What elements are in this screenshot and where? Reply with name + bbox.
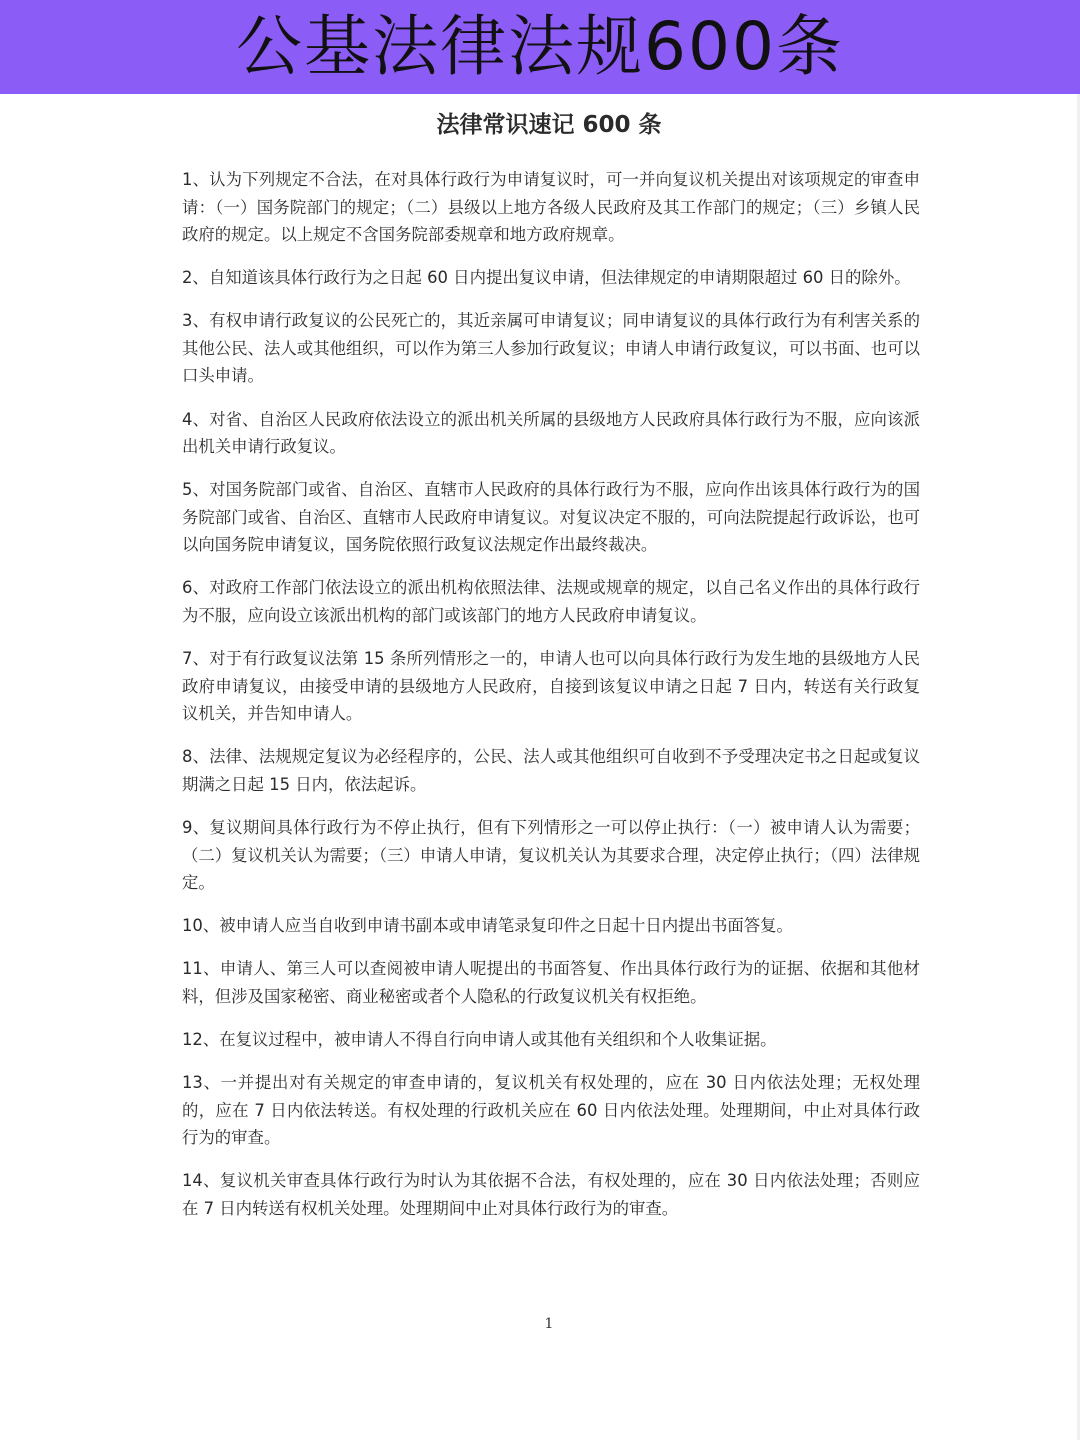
law-item-14: 14、复议机关审查具体行政行为时认为其依据不合法，有权处理的，应在 30 日内依法处理；否则应在 7 日内转送有权机关处理。处理期间中止对具体行政行为的审查。 [182, 1171, 920, 1218]
law-item-8: 8、法律、法规规定复议为必经程序的，公民、法人或其他组织可自收到不予受理决定书之日起或复议期满之日起 15 日内，依法起诉。 [182, 747, 920, 794]
law-item-9: 9、复议期间具体行政行为不停止执行，但有下列情形之一可以停止执行：（一）被申请人认为需要；（二）复议机关认为需要；（三）申请人申请，复议机关认为其要求合理，决定停止执行；（四）法律规定。 [182, 818, 920, 892]
header-banner [0, 0, 1080, 94]
law-item-10: 10、被申请人应当自收到申请书副本或申请笔录复印件之日起十日内提出书面答复。 [182, 916, 793, 936]
law-item-7: 7、对于有行政复议法第 15 条所列情形之一的，申请人也可以向具体行政行为发生地的县级地方人民政府申请复议，由接受申请的县级地方人民政府，自接到该复议申请之日起 7 日内，转送有关行政复议机关，并告知申请人。 [182, 649, 920, 724]
law-item-6: 6、对政府工作部门依法设立的派出机构依照法律、法规或规章的规定，以自己名义作出的具体行政行为不服，应向设立该派出机构的部门或该部门的地方人民政府申请复议。 [182, 578, 920, 625]
law-item-4: 4、对省、自治区人民政府依法设立的派出机关所属的县级地方人民政府具体行政行为不服，应向该派出机关申请行政复议。 [182, 409, 920, 457]
law-item-12: 12、在复议过程中，被申请人不得自行向申请人或其他有关组织和个人收集证据。 [182, 1030, 777, 1050]
law-item-11: 11、申请人、第三人可以查阅被申请人呢提出的书面答复、作出具体行政行为的证据、依据和其他材料，但涉及国家秘密、商业秘密或者个人隐私的行政复议机关有权拒绝。 [182, 959, 920, 1006]
page-number: 1 [544, 1316, 554, 1332]
document-title: 法律常识速记 600 条 [436, 112, 662, 138]
law-item-2: 2、自知道该具体行政行为之日起 60 日内提出复议申请，但法律规定的申请期限超过 60 日的除外。 [182, 268, 911, 288]
law-item-list [182, 166, 920, 1238]
law-item-5: 5、对国务院部门或省、自治区、直辖市人民政府的具体行政行为不服，应向作出该具体行政行为的国务院部门或省、自治区、直辖市人民政府申请复议。对复议决定不服的，可向法院提起行政诉讼，也可以向国务院申请复议，国务院依照行政复议法规定作出最终裁决。 [182, 480, 920, 555]
banner-title: 公基法律法规600条 [236, 8, 844, 85]
law-item-13: 13、一并提出对有关规定的审查申请的，复议机关有权处理的，应在 30 日内依法处理；无权处理的，应在 7 日内依法转送。有权处理的行政机关应在 60 日内依法处理。处理期间，中止对具体行政行为的审查。 [182, 1073, 920, 1148]
law-item-1: 1、认为下列规定不合法，在对具体行政行为申请复议时，可一并向复议机关提出对该项规定的审查申请：（一）国务院部门的规定；（二）县级以上地方各级人民政府及其工作部门的规定；（三）乡镇人民政府的规定。以上规定不含国务院部委规章和地方政府规章。 [182, 170, 920, 244]
law-item-3: 3、有权申请行政复议的公民死亡的，其近亲属可申请复议；同申请复议的具体行政行为有利害关系的其他公民、法人或其他组织，可以作为第三人参加行政复议；申请人申请行政复议，可以书面、也可以口头申请。 [182, 311, 920, 386]
